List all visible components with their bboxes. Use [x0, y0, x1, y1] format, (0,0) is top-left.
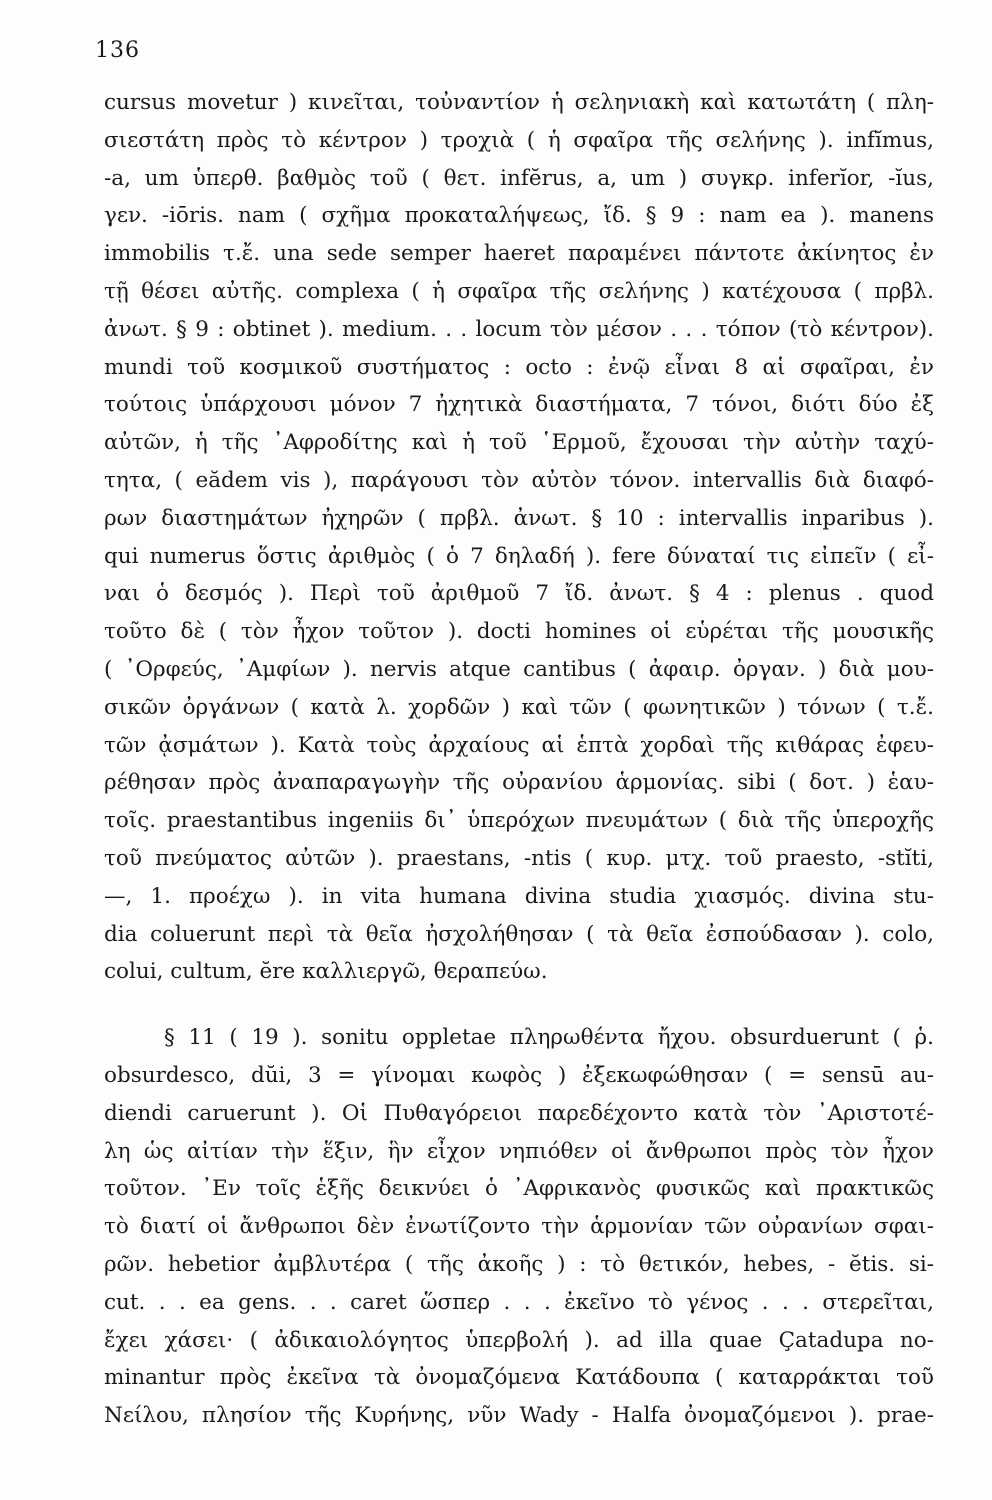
text-line: τοῖς. praestantibus ingeniis δι᾿ ὑπερόχων πνευμάτων ( διὰ τῆς ὑπεροχῆς — [104, 808, 934, 834]
text-line: γεν. -iōris. nam ( σχῆμα προκαταλήψεως, ἴδ. § 9 : nam ea ). manens — [104, 203, 934, 229]
text-line: dia coluerunt περὶ τὰ θεῖα ἠσχολήθησαν ( τὰ θεῖα ἐσπούδασαν ). colo, — [104, 921, 934, 947]
text-line: minantur πρὸς ἐκεῖνα τὰ ὀνομαζόμενα Κατάδουπα ( καταρράκται τοῦ — [104, 1365, 934, 1391]
text-line: τούτοις ὑπάρχουσι μόνον 7 ἠχητικὰ διαστήματα, 7 τόνοι, διότι δύο ἐξ — [104, 392, 934, 418]
text-line: ρῶν. hebetior ἀμβλυτέρα ( τῆς ἀκοῆς ) : τὸ θετικόν, hebes, - ĕtis. si- — [104, 1251, 934, 1277]
text-line: ρέθησαν πρὸς ἀναπαραγωγὴν τῆς οὐρανίου ἁρμονίας. sibi ( δοτ. ) ἑαυ- — [104, 770, 934, 796]
text-line: τοῦτον. ᾿Εν τοῖς ἑξῆς δεικνύει ὁ ᾿Αφρικανὸς φυσικῶς καὶ πρακτικῶς — [104, 1176, 934, 1202]
text-line: ρων διαστημάτων ἠχηρῶν ( πρβλ. ἀνωτ. § 10 : intervallis inparibus ). — [104, 505, 934, 531]
text-line: τητα, ( eădem vis ), παράγουσι τὸν αὐτὸν τόνον. intervallis διὰ διαφό- — [104, 467, 934, 493]
text-line: τοῦτο δὲ ( τὸν ἦχον τοῦτον ). docti homines οἱ εὑρέται τῆς μουσικῆς — [104, 619, 934, 645]
text-line: obsurdesco, dŭi, 3 = γίνομαι κωφὸς ) ἐξεκωφώθησαν ( = sensū au- — [104, 1062, 934, 1088]
text-line: immobilis τ.ἔ. una sede semper haeret παραμένει πάντοτε ἀκίνητος ἐν — [104, 241, 934, 267]
text-line: § 11 ( 19 ). sonitu oppletae πληρωθέντα ἤχου. obsurduerunt ( ῥ. — [164, 1025, 934, 1051]
text-line: τοῦ πνεύματος αὐτῶν ). praestans, -ntis ( κυρ. μτχ. τοῦ praesto, -stĭti, — [104, 845, 934, 871]
text-line: αὐτῶν, ἡ τῆς ᾿Αφροδίτης καὶ ἡ τοῦ ῾Ερμοῦ, ἔχουσαι τὴν αὐτὴν ταχύ- — [104, 430, 934, 456]
text-line: mundi τοῦ κοσμικοῦ συστήματος : octo : ἐνῷ εἶναι 8 αἱ σφαῖραι, ἐν — [104, 354, 934, 380]
text-line: —, 1. προέχω ). in vita humana divina studia χιασμός. divina stu- — [104, 883, 934, 909]
text-line: cut. . . ea gens. . . caret ὥσπερ . . . ἐκεῖνο τὸ γένος . . . στερεῖται, — [104, 1289, 934, 1315]
commentary-text — [104, 84, 934, 1435]
paragraph-spacer — [104, 991, 934, 1019]
text-line: τὸ διατί οἱ ἄνθρωποι δὲν ἐνωτίζοντο τὴν ἁρμονίαν τῶν οὐρανίων σφαι- — [104, 1214, 934, 1240]
page-number: 136 — [95, 38, 140, 63]
text-line: ἔχει χάσει· ( ἀδικαιολόγητος ὑπερβολή ). ad illa quae Çatadupa no- — [104, 1327, 934, 1353]
text-line: ἀνωτ. § 9 : obtinet ). medium. . . locum τὸν μέσον . . . τόπον (τὸ κέντρον). — [104, 316, 934, 342]
text-line: colui, cultum, ĕre καλλιεργῶ, θεραπεύω. — [104, 959, 548, 985]
text-line: τῇ θέσει αὐτῆς. complexa ( ἡ σφαῖρα τῆς σελήνης ) κατέχουσα ( πρβλ. — [104, 278, 934, 304]
paragraph-2 — [104, 1019, 934, 1435]
text-line: σικῶν ὀργάνων ( κατὰ λ. χορδῶν ) καὶ τῶν ( φωνητικῶν ) τόνων ( τ.ἔ. — [104, 694, 934, 720]
text-line: -a, um ὑπερθ. βαθμὸς τοῦ ( θετ. infĕrus, a, um ) συγκρ. inferĭor, -ĭus, — [104, 165, 934, 191]
text-line: diendi caruerunt ). Οἱ Πυθαγόρειοι παρεδέχοντο κατὰ τὸν ᾿Αριστοτέ- — [104, 1100, 934, 1126]
text-line: Νείλου, πλησίον τῆς Κυρήνης, νῦν Wady - Halfa ὀνομαζόμενοι ). prae- — [104, 1403, 934, 1429]
paragraph-1 — [104, 84, 934, 991]
text-line: qui numerus ὅστις ἀριθμὸς ( ὁ 7 δηλαδή ). fere δύναταί τις εἰπεῖν ( εἶ- — [104, 543, 934, 569]
text-line: ναι ὁ δεσμός ). Περὶ τοῦ ἀριθμοῦ 7 ἴδ. ἀνωτ. § 4 : plenus . quod — [104, 581, 934, 607]
text-line: σιεστάτη πρὸς τὸ κέντρον ) τροχιὰ ( ἡ σφαῖρα τῆς σελήνης ). infĭmus, — [104, 127, 934, 153]
text-line: ( ᾿Ορφεύς, ᾿Αμφίων ). nervis atque cantibus ( ἀφαιρ. ὀργαν. ) διὰ μου- — [104, 656, 934, 682]
text-line: cursus movetur ) κινεῖται, τοὐναντίον ἡ σεληνιακὴ καὶ κατωτάτη ( πλη- — [104, 90, 934, 115]
text-line: λη ὡς αἰτίαν τὴν ἕξιν, ἣν εἶχον νηπιόθεν οἱ ἄνθρωποι πρὸς τὸν ἦχον — [104, 1138, 934, 1164]
text-line: τῶν ᾀσμάτων ). Κατὰ τοὺς ἀρχαίους αἱ ἑπτὰ χορδαὶ τῆς κιθάρας ἐφευ- — [104, 732, 934, 758]
